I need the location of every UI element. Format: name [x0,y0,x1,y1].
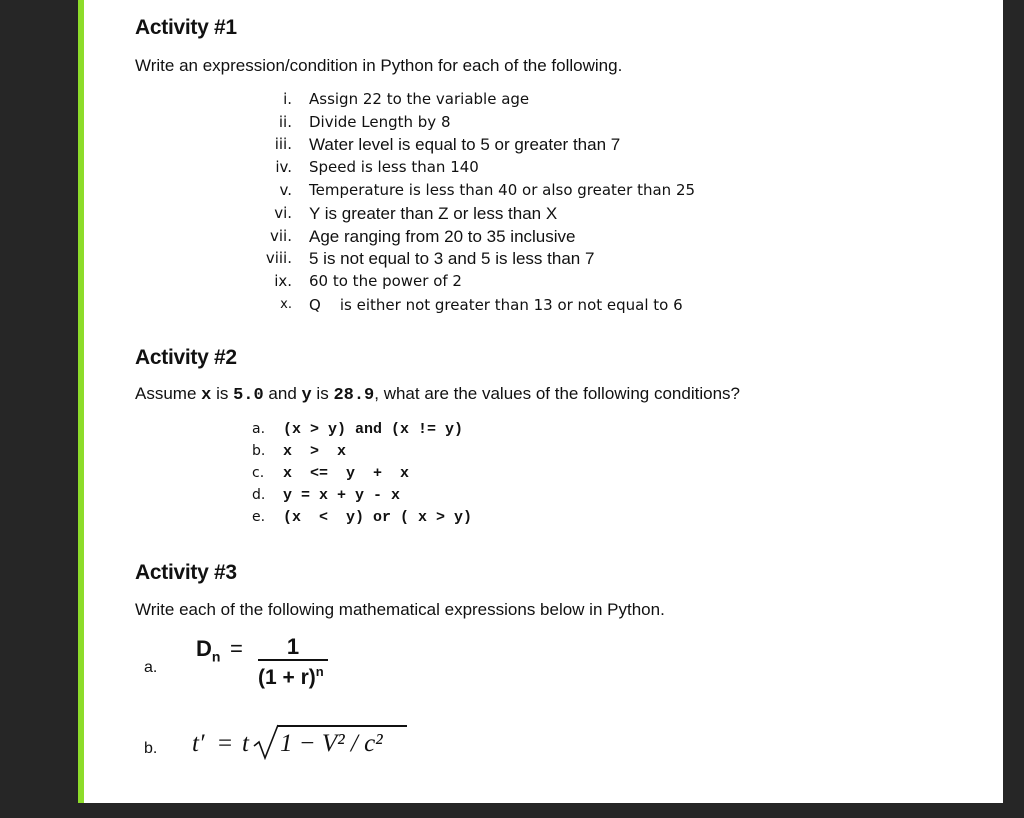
list-item [0,90,1000,112]
formula-a-numerator: 1 [286,634,300,659]
item-number: vi. [274,204,292,222]
bottom-margin-dark [0,803,1024,818]
activity-2-instructions: Assume x is 5.0 and y is 28.9, what are the values of the following conditions? [135,384,740,405]
activity-3-instructions: Write each of the following mathematical expressions below in Python. [135,600,665,619]
item-text: 5 is not equal to 3 and 5 is less than 7 [309,249,595,268]
list-item [0,158,1000,180]
list-item [0,113,1000,135]
list-item [0,249,1000,271]
item-text: 60 to the power of 2 [309,272,462,290]
item-text: Assign 22 to the variable age [309,90,530,108]
item-number: x. [280,297,292,312]
item-code: y = x + y - x [283,487,401,504]
item-text: Age ranging from 20 to 35 inclusive [309,227,576,246]
formula-a-lhs: $D_n$ [196,636,221,665]
item-number: ii. [278,113,292,131]
formula-a [196,636,396,696]
item-letter: c. [252,465,265,481]
formula-b [190,722,420,762]
item-number: viii. [265,249,292,267]
item-number: vii. [270,227,292,245]
radical-overline [277,725,407,727]
formula-b-radicand: 1 − V² / c² [280,730,383,757]
item-letter: d. [252,487,266,503]
activity-1-heading: Activity #1 [135,16,237,39]
square-root-icon [252,724,282,760]
item-text: Temperature is less than 40 or also greater than 25 [309,181,696,199]
list-item [0,487,1000,509]
item-code: (x > y) and (x != y) [283,421,464,438]
list-item [0,421,1000,443]
item-number: ix. [274,272,292,290]
formula-a-equals: = [230,636,243,661]
list-item [0,135,1000,157]
activity-2-heading: Activity #2 [135,346,237,369]
list-item [0,443,1000,465]
item-text: Speed is less than 140 [309,158,479,176]
item-text: Q is either not greater than 13 or not equal to 6 [309,296,683,314]
item-number: iii. [274,135,292,153]
item-code: (x < y) or ( x > y) [283,509,473,526]
item-number: i. [283,90,292,108]
formula-a-denominator: $(1 + r)^n$ [258,664,324,689]
item-letter: a. [252,421,266,437]
item-text: Y is greater than Z or less than X [309,204,558,223]
item-text: Water level is equal to 5 or greater than 7 [309,135,621,154]
item-code: x > x [283,443,347,460]
list-item [0,227,1000,249]
formula-b-label: b. [144,740,158,757]
formula-a-label: a. [144,659,158,676]
list-item [0,181,1000,203]
activity-3-heading: Activity #3 [135,561,237,584]
list-item [0,272,1000,294]
list-item [0,509,1000,531]
item-text: Divide Length by 8 [309,113,451,131]
formula-b-equals: = [218,730,233,757]
list-item [0,465,1000,487]
item-letter: e. [252,509,266,525]
activity-1-instructions: Write an expression/condition in Python for each of the following. [135,56,623,75]
item-number: v. [279,181,292,199]
item-code: x <= y + x [283,465,410,482]
list-item [0,296,1000,318]
item-letter: b. [252,443,266,459]
fraction-bar [258,659,328,661]
item-number: iv. [275,158,292,176]
formula-b-lhs: t′ [192,730,205,757]
formula-b-factor: t [242,730,249,757]
right-margin-dark [1003,0,1024,818]
list-item [0,204,1000,226]
